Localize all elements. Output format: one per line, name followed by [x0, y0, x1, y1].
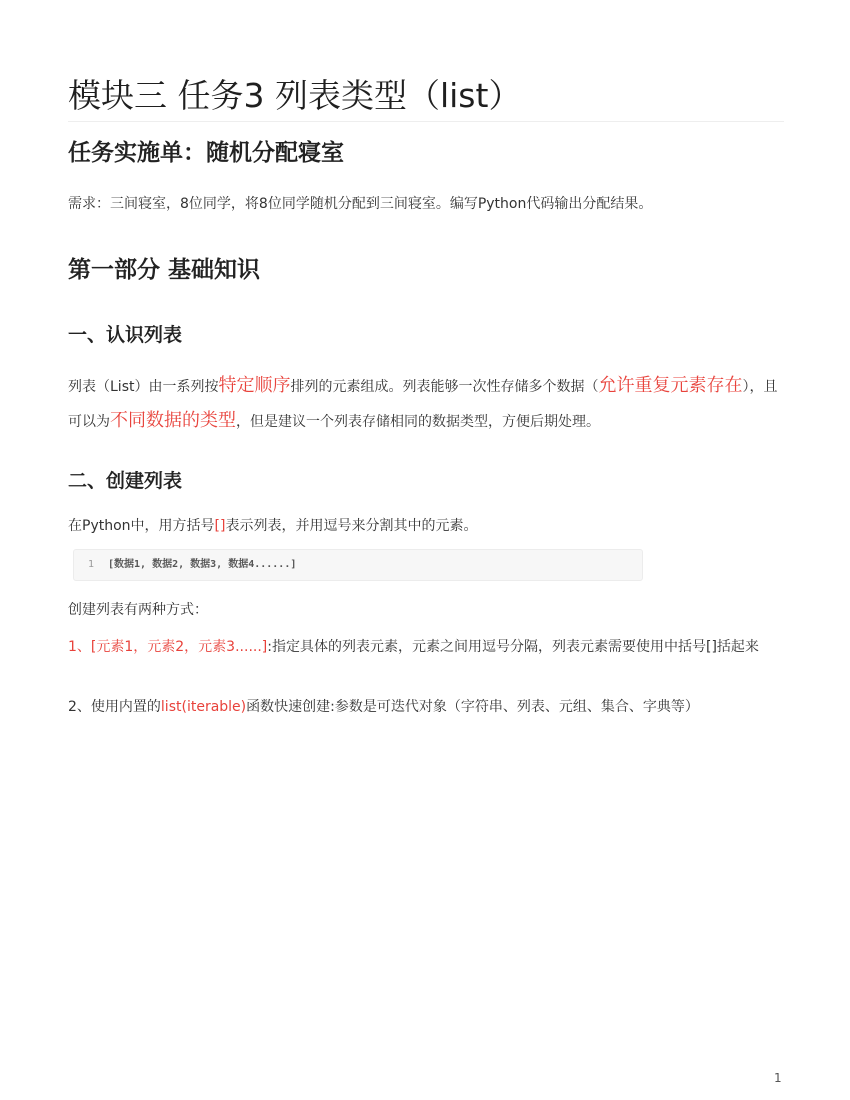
task-heading: 任务实施单：随机分配寝室 — [68, 140, 344, 166]
create-list-text-2: 表示列表，并用逗号来分割其中的元素。 — [225, 518, 478, 534]
list-intro-paragraph — [68, 369, 784, 439]
highlight-allow-duplicates: 允许重复元素存在 — [598, 375, 743, 396]
highlight-specific-order: 特定顺序 — [218, 375, 291, 396]
highlight-different-types: 不同数据的类型 — [110, 410, 236, 431]
section2-heading: 二、创建列表 — [68, 470, 183, 492]
code-line: [数据1, 数据2, 数据3, 数据4......] — [108, 559, 297, 570]
requirement-text: 需求：三间寝室，8位同学，将8位同学随机分配到三间寝室。编写Python代码输出分配结果。 — [68, 196, 653, 212]
creation-method-2 — [68, 694, 784, 720]
list-intro-text-1: 列表（List）由一系列按 — [68, 379, 219, 395]
code-line-number: 1 — [88, 559, 95, 570]
document-title: 模块三 任务3 列表类型（list） — [68, 74, 784, 122]
method2-text-1: 2、使用内置的 — [68, 699, 161, 715]
method2-text-2: 函数快速创建:参数是可迭代对象（字符串、列表、元组、集合、字典等） — [246, 699, 699, 715]
list-intro-text-3: ），且可以为 — [68, 379, 778, 430]
page-number: 1 — [774, 1071, 782, 1085]
code-block — [73, 549, 643, 581]
list-intro-text-2: 排列的元素组成。列表能够一次性存储多个数据（ — [290, 379, 599, 395]
method1-description: :指定具体的列表元素，元素之间用逗号分隔，列表元素需要使用中括号[]括起来 — [267, 639, 759, 655]
ways-intro: 创建列表有两种方式： — [68, 602, 208, 618]
method2-function: list(iterable) — [160, 699, 247, 715]
creation-method-1 — [68, 634, 784, 660]
method1-syntax: 1、[元素1，元素2，元素3......] — [68, 639, 268, 655]
create-list-paragraph — [68, 514, 477, 538]
create-list-text-1: 在Python中，用方括号 — [68, 518, 215, 534]
section1-heading: 一、认识列表 — [68, 324, 183, 346]
part1-heading: 第一部分 基础知识 — [68, 257, 261, 283]
list-intro-text-4: ，但是建议一个列表存储相同的数据类型，方便后期处理。 — [236, 414, 600, 430]
highlight-brackets: [] — [214, 518, 226, 534]
